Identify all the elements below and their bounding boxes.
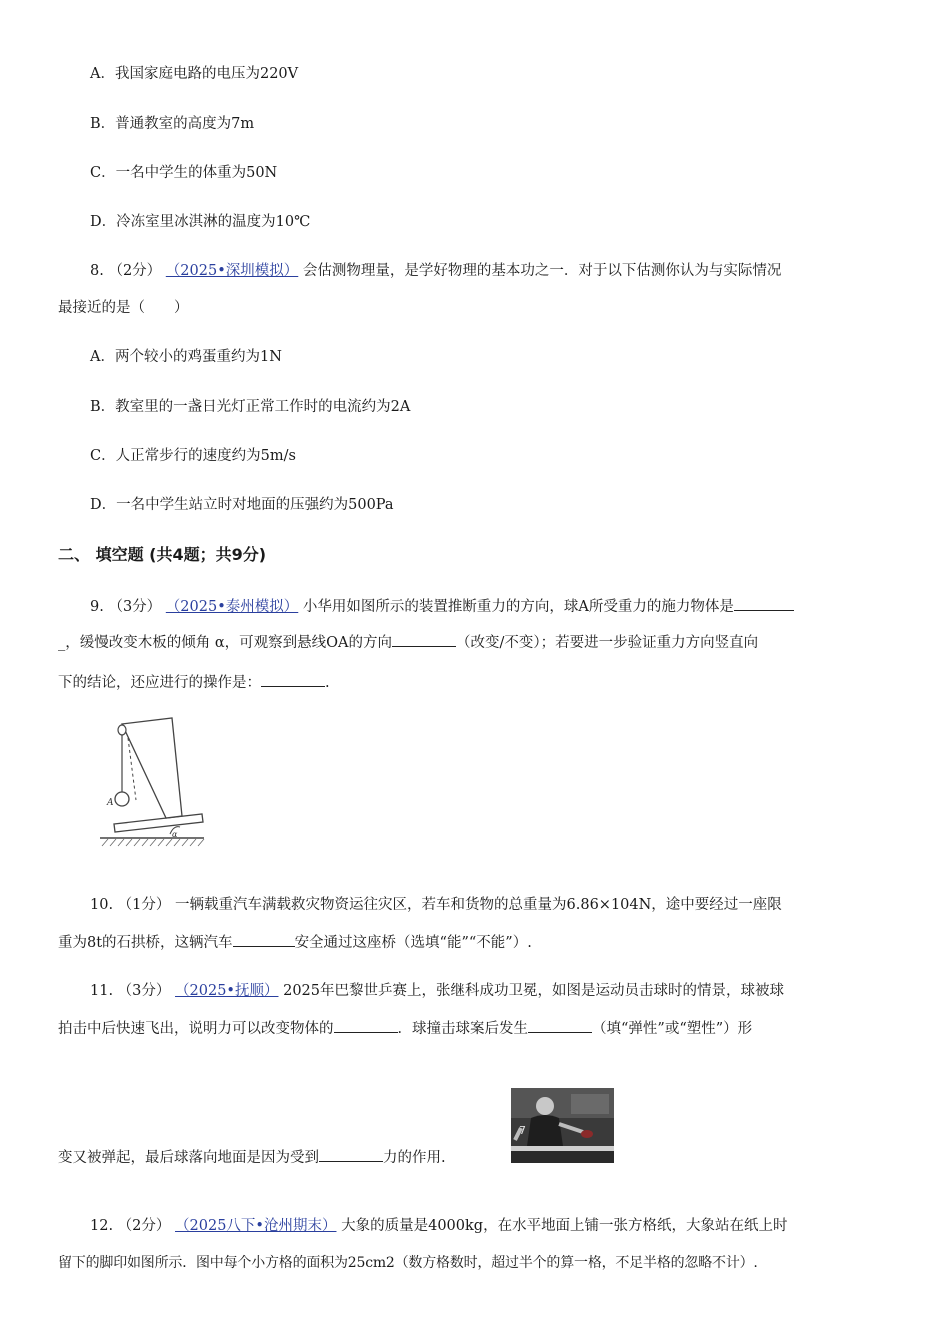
question-text: 拍击中后快速飞出，说明力可以改变物体的 — [58, 1021, 334, 1037]
q9-stem-line2 — [58, 632, 758, 653]
q11-stem-line2 — [58, 1018, 752, 1039]
inclined-board-figure — [98, 712, 208, 852]
question-score: （3分） — [117, 983, 171, 999]
question-text: ．球撞击球案后发生 — [397, 1021, 528, 1037]
q8-option-c: C．人正常步行的速度约为5m/s — [90, 448, 296, 464]
q9-stem-line1 — [90, 596, 794, 617]
q10-stem-line2 — [58, 932, 532, 953]
question-number: 11. — [90, 983, 114, 999]
question-text: _，缓慢改变木板的倾角 α，可观察到悬线OA的方向 — [58, 635, 393, 651]
question-text: 下的结论，还应进行的操作是： — [58, 675, 261, 691]
q10-stem-line1 — [90, 895, 782, 915]
q8-option-b: B．教室里的一盏日光灯正常工作时的电流约为2A — [90, 399, 411, 415]
q12-stem-line2: 留下的脚印如图所示．图中每个小方格的面积为25cm2（数方格数时，超过半个的算一格，不足半格的忽略不计）. — [58, 1255, 758, 1271]
alpha-label: α — [172, 830, 178, 839]
question-text: （改变/不变）；若要进一步验证重力方向竖直向 — [456, 635, 759, 651]
question-number: 12. — [90, 1218, 114, 1234]
q12-stem-line1 — [90, 1216, 788, 1236]
answer-blank[interactable] — [319, 1147, 383, 1162]
question-text: 力的作用. — [383, 1150, 446, 1166]
question-text: 安全通过这座桥（选填“能”“不能”）. — [294, 935, 532, 951]
q7-option-c: C．一名中学生的体重为50N — [90, 165, 278, 181]
answer-blank[interactable] — [392, 632, 456, 647]
question-text: 大象的质量是4000kg，在水平地面上铺一张方格纸，大象站在纸上时 — [341, 1218, 788, 1234]
question-text: 变又被弹起，最后球落向地面是因为受到 — [58, 1150, 319, 1166]
q8-stem-line2: 最接近的是（ ） — [58, 300, 189, 316]
question-text: 2025年巴黎世乒赛上，张继科成功卫冕，如图是运动员击球时的情景，球被球 — [283, 983, 784, 999]
q8-option-d: D．一名中学生站立时对地面的压强约为500Pa — [90, 497, 394, 513]
question-source-link[interactable]: （2025八下•沧州期末） — [175, 1218, 337, 1234]
question-source-link[interactable]: （2025•泰州模拟） — [165, 599, 299, 615]
q7-option-a: A．我国家庭电路的电压为220V — [90, 66, 299, 82]
question-source-link[interactable]: （2025•抚顺） — [175, 983, 279, 999]
question-score: （3分） — [108, 599, 162, 615]
section-title: 二、 填空题 (共4题；共9分) — [58, 545, 267, 564]
answer-blank[interactable] — [734, 596, 794, 611]
q11-stem-line1 — [90, 981, 784, 1001]
q7-option-d: D．冷冻室里冰淇淋的温度为10℃ — [90, 214, 311, 230]
answer-blank[interactable] — [334, 1018, 398, 1033]
q8-stem-line1 — [90, 261, 781, 281]
q7-option-b: B．普通教室的高度为7m — [90, 116, 255, 132]
question-source-link[interactable]: （2025•深圳模拟） — [165, 263, 299, 279]
question-score: （2分） — [108, 263, 162, 279]
question-text: 重为8t的石拱桥，这辆汽车 — [58, 935, 233, 951]
question-text: 一辆载重汽车满载救灾物资运往灾区，若车和货物的总重量为6.86×104N，途中要经过一座限 — [175, 897, 782, 913]
table-tennis-photo — [511, 1088, 614, 1163]
question-number: 10. — [90, 897, 114, 913]
ball-a-label: A — [107, 798, 114, 808]
answer-blank[interactable] — [528, 1018, 592, 1033]
question-text: 会估测物理量，是学好物理的基本功之一．对于以下估测你认为与实际情况 — [302, 263, 782, 279]
question-number: 8. — [90, 263, 104, 279]
svg-text:7: 7 — [519, 1124, 526, 1137]
question-text: . — [325, 675, 330, 691]
question-number: 9. — [90, 599, 104, 615]
answer-blank[interactable] — [261, 672, 325, 687]
question-text: （填“弹性”或“塑性”）形 — [592, 1021, 753, 1037]
q11-stem-line3 — [58, 1147, 446, 1168]
q8-option-a: A．两个较小的鸡蛋重约为1N — [90, 349, 282, 365]
q9-stem-line3 — [58, 672, 330, 693]
question-text: 小华用如图所示的装置推断重力的方向，球A所受重力的施力物体是 — [302, 599, 734, 615]
question-score: （2分） — [117, 1218, 171, 1234]
answer-blank[interactable] — [233, 932, 295, 947]
question-score: （1分） — [117, 897, 171, 913]
